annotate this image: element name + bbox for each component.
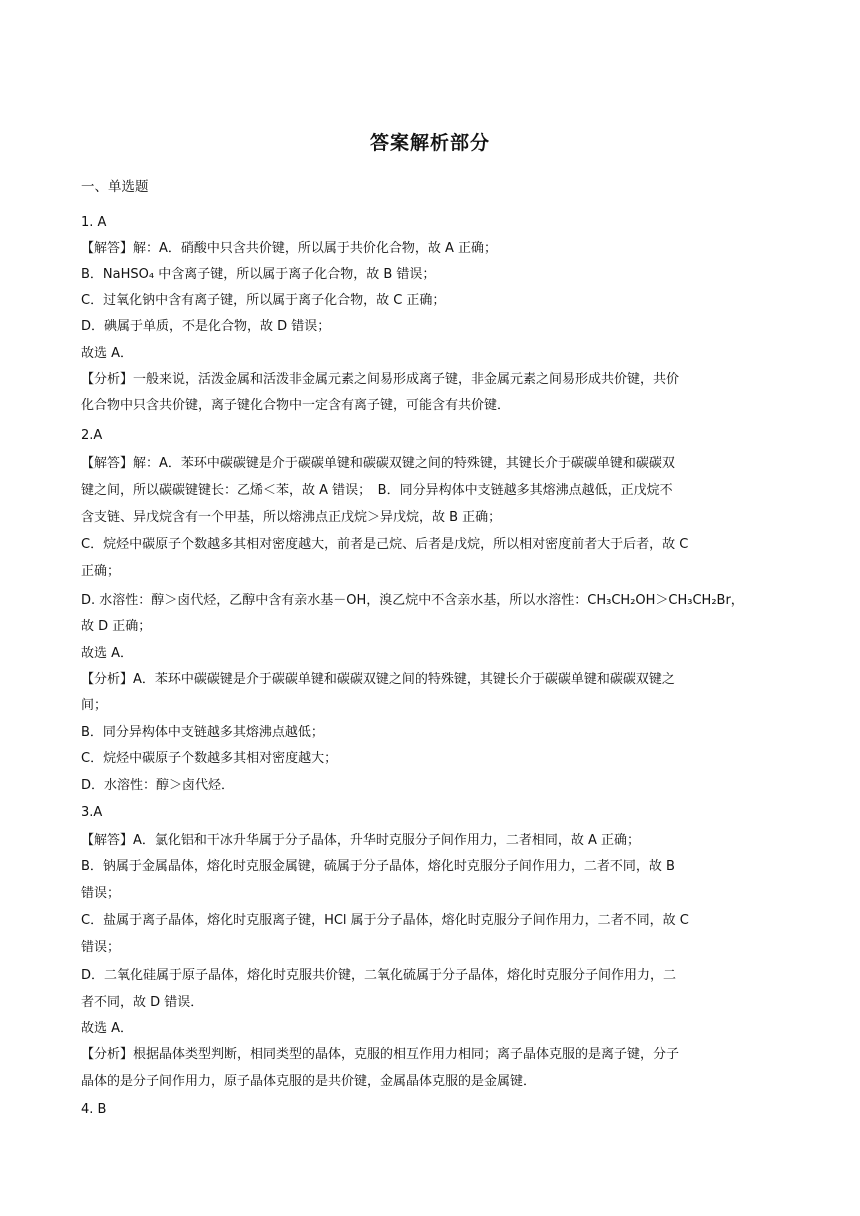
text-line: D．二氧化硅属于原子晶体，熔化时克服共价键，二氧化硫属于分子晶体，熔化时克服分子间作用力，二 xyxy=(81,968,677,983)
text-line: 故选 A． xyxy=(81,646,134,661)
text-line: 1. A xyxy=(81,215,107,230)
page-title: 答案解析部分 xyxy=(369,132,490,154)
text-line: 键之间，所以碳碳键键长：乙烯＜苯，故 A 错误； B．同分异构体中支链越多其熔沸点越低，正戊烷不 xyxy=(81,483,673,498)
text-line: 【分析】一般来说，活泼金属和活泼非金属元素之间易形成离子键，非金属元素之间易形成共价键，共价 xyxy=(81,372,680,387)
text-line: C．盐属于离子晶体，熔化时克服离子键，HCl 属于分子晶体，熔化时克服分子间作用力，二者不同，故 C xyxy=(81,913,689,928)
text-line: 【分析】根据晶体类型判断，相同类型的晶体，克服的相互作用力相同；离子晶体克服的是离子键，分子 xyxy=(81,1047,680,1062)
text-line: 晶体的是分子间作用力，原子晶体克服的是共价键，金属晶体克服的是金属键． xyxy=(81,1074,537,1089)
text-line: 错误； xyxy=(81,886,121,901)
text-line: 正确； xyxy=(81,564,121,579)
text-line: 4. B xyxy=(81,1102,107,1117)
text-line: 化合物中只含共价键，离子键化合物中一定含有离子键，可能含有共价键． xyxy=(81,398,511,413)
text-line: B．NaHSO₄ 中含离子键，所以属于离子化合物，故 B 错误； xyxy=(81,267,436,282)
text-line: 故选 A． xyxy=(81,346,134,361)
text-line: 2.A xyxy=(81,428,103,443)
text-line: D．碘属于单质，不是化合物，故 D 错误； xyxy=(81,319,331,334)
text-line: B．钠属于金属晶体，熔化时克服金属键，硫属于分子晶体，熔化时克服分子间作用力，二者不同，故 B xyxy=(81,859,675,874)
text-line: 【分析】A．苯环中碳碳键是介于碳碳单键和碳碳双键之间的特殊键，其键长介于碳碳单键和碳碳双键之 xyxy=(81,672,675,687)
text-line: 间； xyxy=(81,698,108,713)
text-line: D．水溶性：醇＞卤代烃． xyxy=(81,778,235,793)
text-line: 故选 A． xyxy=(81,1021,134,1036)
text-line: 【解答】解：A．苯环中碳碳键是介于碳碳单键和碳碳双键之间的特殊键，其键长介于碳碳单键和碳碳双 xyxy=(81,456,675,471)
text-line: 故 D 正确； xyxy=(81,619,152,634)
text-line: 者不同，故 D 错误． xyxy=(81,995,204,1010)
text-line: 3.A xyxy=(81,805,103,820)
text-line: 【解答】A．氯化铝和干冰升华属于分子晶体，升华时克服分子间作用力，二者相同，故 A 正确； xyxy=(81,833,641,848)
section-heading: 一、单选题 xyxy=(81,179,149,195)
text-line: 错误； xyxy=(81,940,121,955)
text-line: C．烷烃中碳原子个数越多其相对密度越大，前者是己烷、后者是戊烷，所以相对密度前者大于后者，故 C xyxy=(81,537,689,552)
text-line: 【解答】解：A．硝酸中只含共价键，所以属于共价化合物，故 A 正确； xyxy=(81,241,498,256)
text-line: D. 水溶性：醇＞卤代烃，乙醇中含有亲水基－OH，溴乙烷中不含亲水基，所以水溶性：CH₃CH₂OH＞CH₃CH₂Br， xyxy=(81,593,744,608)
text-line: B．同分异构体中支链越多其熔沸点越低； xyxy=(81,725,324,740)
text-line: C．烷烃中碳原子个数越多其相对密度越大； xyxy=(81,751,338,766)
text-line: 含支链、异戊烷含有一个甲基，所以熔沸点正戊烷＞异戊烷，故 B 正确； xyxy=(81,510,502,525)
text-line: C．过氧化钠中含有离子键，所以属于离子化合物，故 C 正确； xyxy=(81,293,446,308)
